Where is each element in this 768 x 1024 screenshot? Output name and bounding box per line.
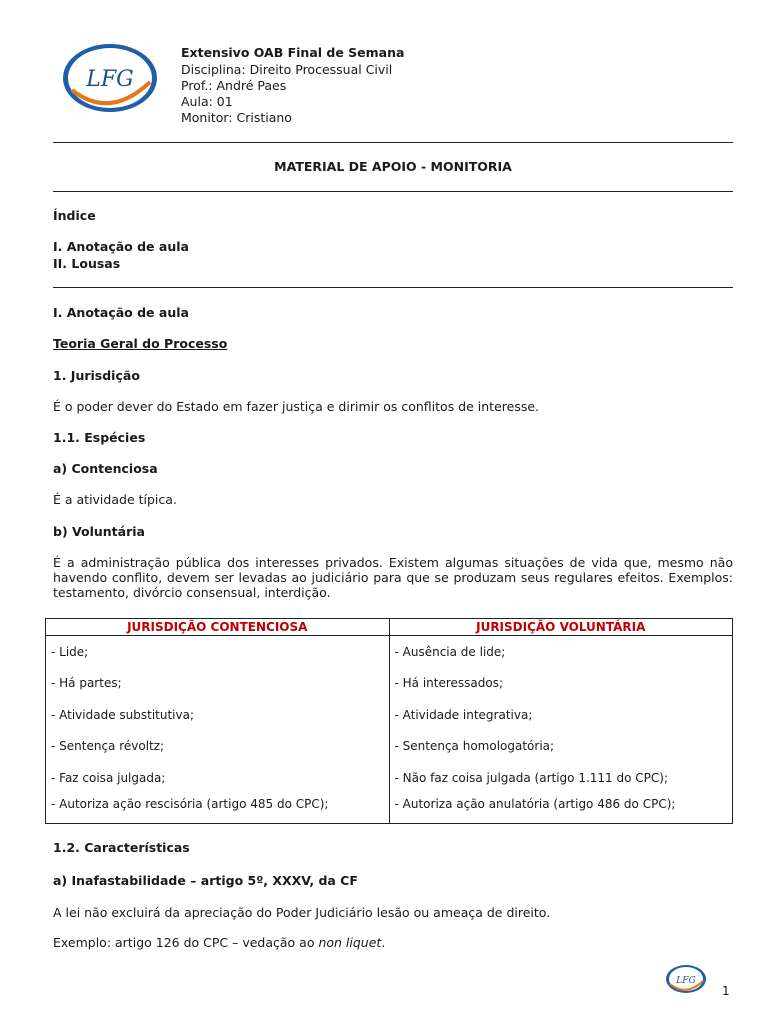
table-cell: - Não faz coisa julgada (artigo 1.111 do CPC); <box>389 762 733 794</box>
lesson-line: Aula: 01 <box>181 94 233 109</box>
logo-text: LFG <box>86 67 134 92</box>
paragraph-contenciosa: É a atividade típica. <box>53 492 177 507</box>
heading-caracteristicas: 1.2. Características <box>53 840 190 855</box>
paragraph-jurisdicao: É o poder dever do Estado em fazer justiça e dirimir os conflitos de interesse. <box>53 399 540 414</box>
table-cell: - Autoriza ação anulatória (artigo 486 do CPC); <box>389 794 733 824</box>
table-row <box>46 794 733 824</box>
page-number: 1 <box>722 984 730 998</box>
comparison-table <box>45 618 733 824</box>
table-row <box>46 668 733 700</box>
doc-title: MATERIAL DE APOIO - MONITORIA <box>274 159 512 174</box>
table-header-contenciosa: JURISDIÇÃO CONTENCIOSA <box>46 619 390 636</box>
lfg-logo <box>58 38 166 116</box>
index-item-1: I. Anotação de aula <box>53 239 189 254</box>
table-header-voluntaria: JURISDIÇÃO VOLUNTÁRIA <box>389 619 733 636</box>
footer-logo-text: LFG <box>676 976 696 986</box>
paragraph-exemplo <box>53 935 733 950</box>
heading-contenciosa: a) Contenciosa <box>53 461 158 476</box>
divider <box>53 142 733 143</box>
heading-especies: 1.1. Espécies <box>53 430 146 445</box>
section-heading: I. Anotação de aula <box>53 305 189 320</box>
paragraph-lei: A lei não excluirá da apreciação do Poder Judiciário lesão ou ameaça de direito. <box>53 905 551 920</box>
table-cell: - Lide; <box>46 636 390 668</box>
table-header-row <box>46 619 733 636</box>
section-subtitle <box>53 336 733 351</box>
footer-logo <box>664 963 708 995</box>
section-subtitle-text: Teoria Geral do Processo <box>53 336 228 351</box>
monitor-line: Monitor: Cristiano <box>181 110 292 125</box>
exemplo-italic: non liquet <box>318 935 382 950</box>
table-cell: - Atividade substitutiva; <box>46 699 390 731</box>
table-row <box>46 762 733 794</box>
divider <box>53 287 733 288</box>
exemplo-suffix: . <box>381 935 386 950</box>
heading-jurisdicao: 1. Jurisdição <box>53 368 140 383</box>
table-cell: - Sentença homologatória; <box>389 731 733 763</box>
table-cell: - Há interessados; <box>389 668 733 700</box>
table-cell: - Atividade integrativa; <box>389 699 733 731</box>
heading-inafastabilidade: a) Inafastabilidade – artigo 5º, XXXV, da CF <box>53 873 358 888</box>
table-row <box>46 699 733 731</box>
table-cell: - Ausência de lide; <box>389 636 733 668</box>
course-title: Extensivo OAB Final de Semana <box>181 45 405 60</box>
table-row <box>46 636 733 668</box>
index-heading: Índice <box>53 208 96 223</box>
heading-voluntaria: b) Voluntária <box>53 524 145 539</box>
exemplo-prefix: Exemplo: artigo 126 do CPC – vedação ao <box>53 935 319 950</box>
discipline-line: Disciplina: Direito Processual Civil <box>181 62 393 77</box>
divider <box>53 191 733 192</box>
index-item-2: II. Lousas <box>53 256 121 271</box>
table-cell: - Sentença révoltz; <box>46 731 390 763</box>
table-cell: - Autoriza ação rescisória (artigo 485 do CPC); <box>46 794 390 824</box>
table-row <box>46 731 733 763</box>
table-cell: - Há partes; <box>46 668 390 700</box>
table-cell: - Faz coisa julgada; <box>46 762 390 794</box>
paragraph-voluntaria: É a administração pública dos interesses privados. Existem algumas situações de vida que, mesmo não havendo conflito, devem ser levadas ao judiciário para que se produzam seus regulares efeitos. Exemplos: testamento, divórcio consensual, interdição. <box>53 555 733 600</box>
professor-line: Prof.: André Paes <box>181 78 287 93</box>
